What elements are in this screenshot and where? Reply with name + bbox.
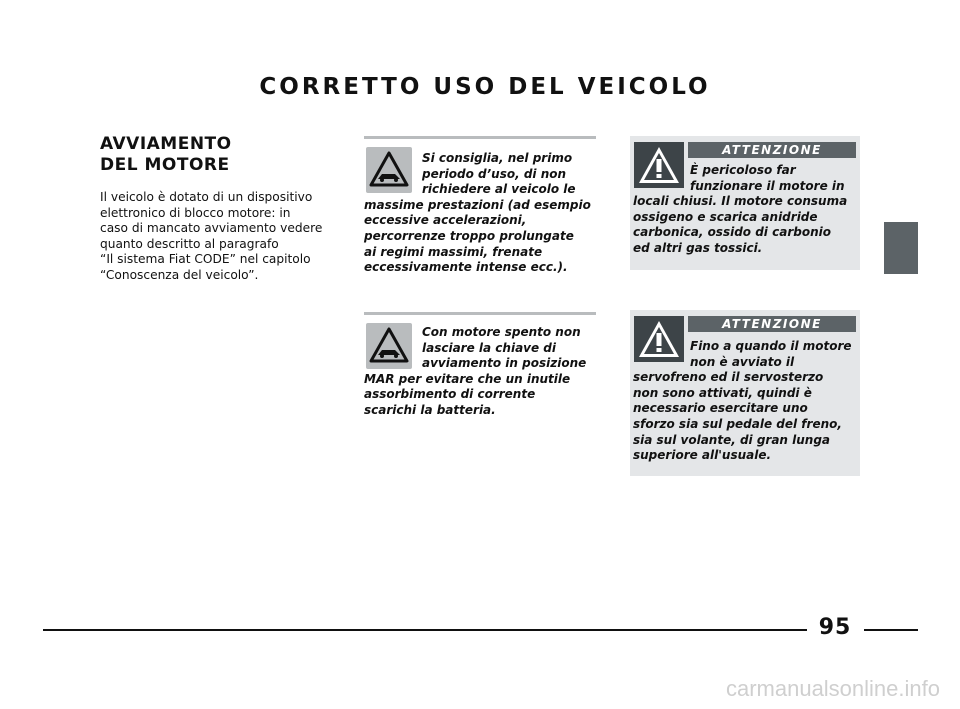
warning-label: ATTENZIONE [688,142,856,158]
warning-line: È pericoloso far [690,163,796,177]
warning-line: locali chiusi. Il motore consuma [633,194,848,209]
note-line: scarichi la batteria. [364,402,496,417]
warning-label: ATTENZIONE [688,316,856,332]
note-line: Con motore spento non [422,325,581,339]
warning-line: carbonica, ossido di carbonio [633,225,831,240]
body-line: elettronico di blocco motore: in [100,205,291,220]
warning-line: sforzo sia sul pedale del freno, [633,416,842,431]
warning-line: ed altri gas tossici. [633,240,763,255]
note-line: avviamento in posizione [422,356,587,371]
note-line: massime prestazioni (ad esempio [364,197,591,212]
body-line: quanto descritto al paragrafo [100,236,279,251]
note-line: periodo d’uso, di non [422,166,567,181]
warning-line: Fino a quando il motore [690,339,852,353]
footer-rule [864,629,918,631]
warning-box-closed-rooms [630,136,860,270]
warning-line: servofreno ed il servosterzo [633,370,824,385]
warning-line: ossigeno e scarica anidride [633,209,818,224]
body-line: “Il sistema Fiat CODE” nel capitolo [100,252,311,267]
warning-line: necessario esercitare uno [633,401,808,416]
chapter-tab [884,222,918,274]
warning-line: non sono attivati, quindi è [633,385,812,400]
section-heading [100,134,330,176]
body-line: “Conoscenza del veicolo”. [100,267,259,282]
warning-box-brakes [630,310,860,476]
watermark: carmanualsonline.info [725,676,940,701]
section-body [100,190,340,284]
note-line: ai regimi massimi, frenate [364,244,543,259]
page-number: 95 [818,615,852,640]
note-line: assorbimento di corrente [364,387,536,402]
note-line: MAR per evitare che un inutile [364,371,571,386]
page-title: CORRETTO USO DEL VEICOLO [259,74,711,100]
body-line: Il veicolo è dotato di un dispositivo [100,190,313,204]
advice-note-first-use [364,136,596,289]
note-line: eccessivamente intense ecc.). [364,260,568,275]
section-heading-line: AVVIAMENTO [100,134,232,154]
body-line: caso di mancato avviamento vedere [100,221,323,236]
note-line: richiedere al veicolo le [422,182,576,197]
warning-line: sia sul volante, di gran lunga [633,432,831,447]
footer-rule [43,629,807,631]
warning-line: funzionare il motore in [690,178,845,193]
note-line: Si consiglia, nel primo [422,151,573,165]
warning-line: superiore all'usuale. [633,448,772,463]
warning-line: non è avviato il [690,354,795,369]
note-line: lasciare la chiave di [422,340,557,355]
advice-note-key [364,312,596,425]
note-line: eccessive accelerazioni, [364,213,527,228]
note-line: percorrenze troppo prolungate [364,228,574,243]
section-heading-line: DEL MOTORE [100,155,230,175]
